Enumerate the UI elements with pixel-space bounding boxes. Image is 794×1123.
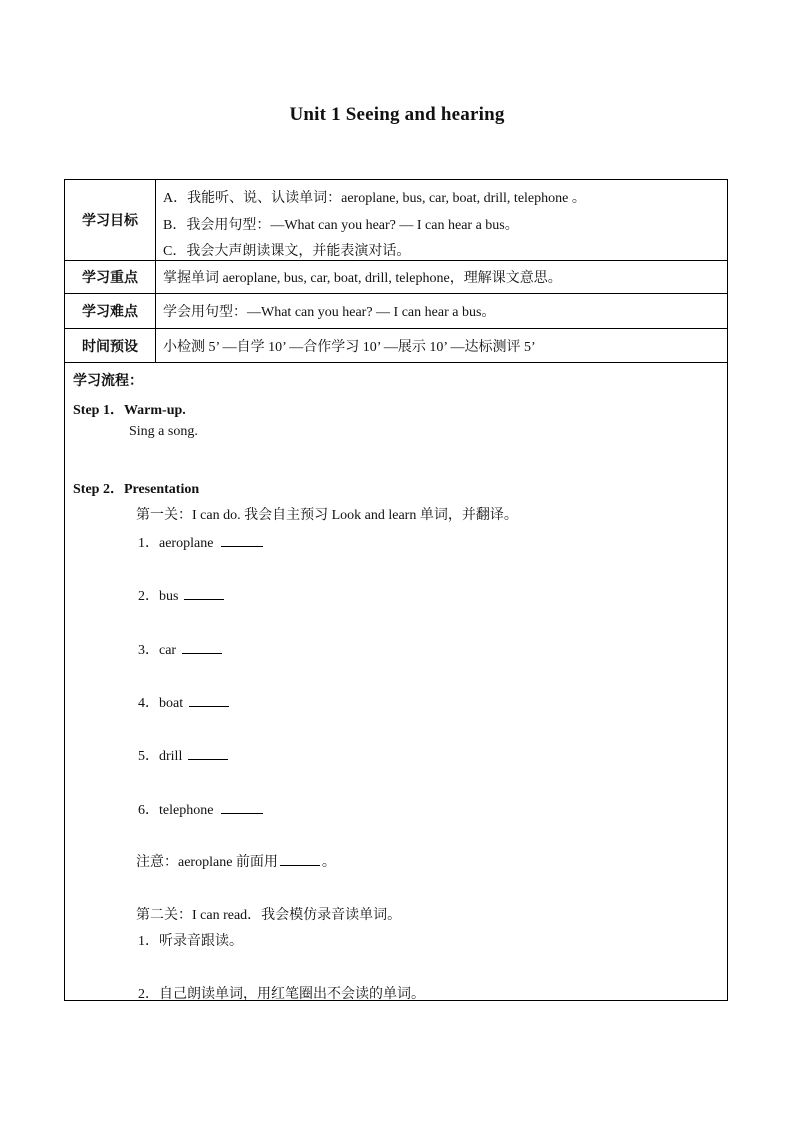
goal-line-b: B．我会用句型：—What can you hear? — I can hear a bus。 [163,218,519,233]
word-number: 5． [138,749,159,764]
row-goals [65,180,727,261]
word-item [138,585,224,605]
answer-blank[interactable] [184,587,224,600]
goal-line-c: C．我会大声朗读课文，并能表演对话。 [163,244,411,259]
level2-text: 第二关：I can read．我会模仿录音读单词。 [136,908,402,923]
goal-line-a: A．我能听、说、认读单词：aeroplane, bus, car, boat, drill, telephone 。 [163,191,586,206]
answer-blank[interactable] [221,534,263,547]
time-plan-text: 小检测 5’ —自学 10’ —合作学习 10’ —展示 10’ —达标测评 5’ [163,339,536,355]
answer-blank[interactable] [189,694,229,707]
note-prefix: 注意：aeroplane 前面用 [136,855,278,870]
row-time-plan [65,329,727,363]
level1-text: 第一关：I can do. 我会自主预习 Look and learn 单词，并翻译。 [136,508,518,523]
word-number: 1． [138,536,159,551]
step1-title: Step 1．Warm-up. [73,403,186,418]
word-number: 4． [138,696,159,711]
word-text: car [159,643,177,658]
key-points-text: 掌握单词 aeroplane, bus, car, boat, drill, telephone，理解课文意思。 [163,271,562,286]
word-item [138,532,263,552]
answer-blank[interactable] [188,747,228,760]
word-text: drill [159,749,183,764]
read-item: 1．听录音跟读。 [138,934,243,949]
time-plan-label: 时间预设 [65,329,156,362]
difficulties-label: 学习难点 [65,294,156,328]
word-text: telephone [159,803,214,818]
study-plan-table [64,179,728,1001]
goals-label: 学习目标 [65,180,156,260]
word-number: 3． [138,643,159,658]
word-text: bus [159,589,179,604]
row-key-points [65,261,727,294]
note-blank[interactable] [280,853,320,866]
read-item: 2．自己朗读单词，用红笔圈出不会读的单词。 [138,987,425,1002]
step1-text: Sing a song. [129,424,198,439]
word-item [138,639,222,659]
step2-title: Step 2．Presentation [73,482,200,497]
note-line [136,851,336,871]
difficulties-text: 学会用句型：—What can you hear? — I can hear a bus。 [163,305,496,320]
answer-blank[interactable] [221,801,263,814]
word-text: aeroplane [159,536,214,551]
answer-blank[interactable] [182,641,222,654]
process-section [65,363,727,1000]
process-heading: 学习流程： [73,373,143,389]
word-item [138,745,228,765]
word-number: 2． [138,589,159,604]
word-number: 6． [138,803,159,818]
page-title: Unit 1 Seeing and hearing [289,104,505,125]
row-difficulties [65,294,727,329]
word-item [138,692,229,712]
word-text: boat [159,696,184,711]
note-suffix: 。 [321,855,336,870]
word-item [138,799,263,819]
goals-content [163,180,721,260]
key-points-label: 学习重点 [65,261,156,293]
